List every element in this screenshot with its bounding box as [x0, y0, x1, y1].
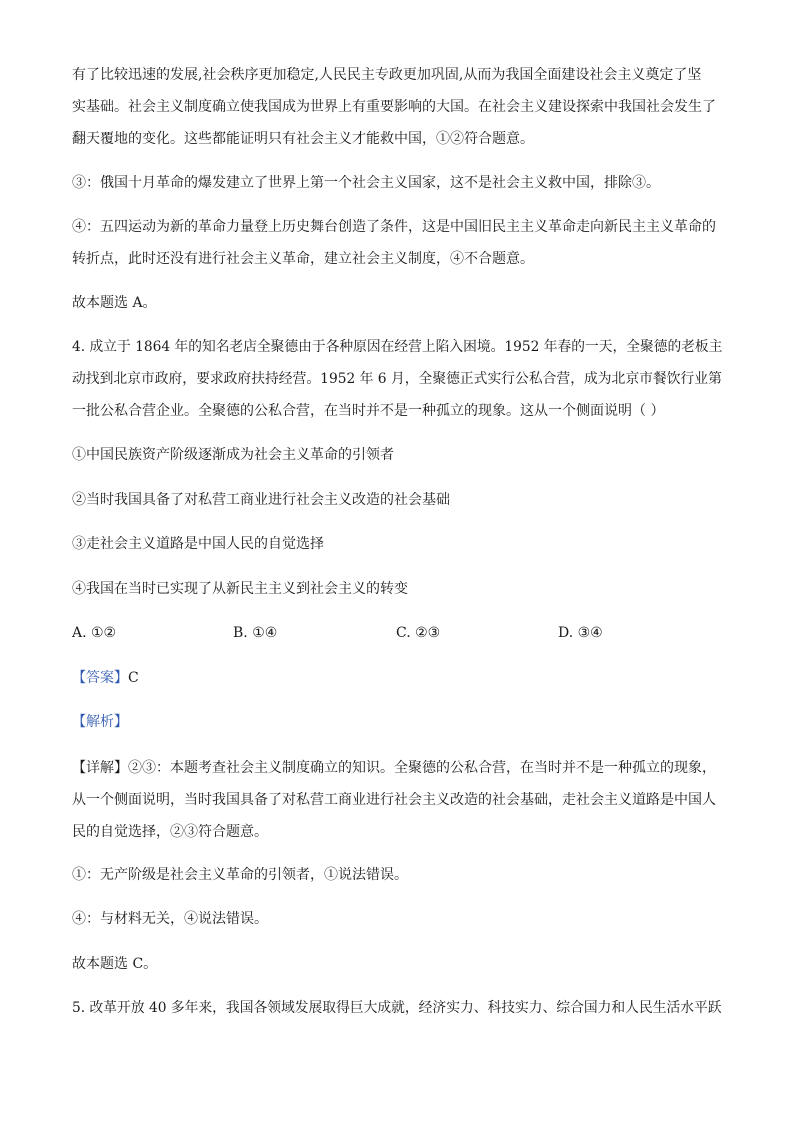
text-line: 民的自觉选择，②③符合题意。 [72, 824, 268, 840]
text-line: ①：无产阶级是社会主义革命的引领者，①说法错误。 [72, 867, 408, 883]
option-a: A. ①② [72, 625, 117, 641]
detail-text: ②③：本题考查社会主义制度确立的知识。全聚德的公私合营，在当时并不是一种孤立的现象， [128, 760, 716, 776]
detail-paragraph [72, 757, 722, 843]
answer-tag: 【答案】 [72, 670, 128, 686]
note-3 [72, 172, 722, 194]
statement-text: ①中国民族资产阶级逐渐成为社会主义革命的引领者 [72, 447, 394, 463]
answer-row [72, 667, 722, 689]
text-line: 4. 成立于 1864 年的知名老店全聚德由于各种原因在经营上陷入困境。1952 年春的一天，全聚德的老板主 [72, 339, 723, 355]
conclusion-1 [72, 292, 722, 314]
statement-3 [72, 533, 722, 555]
text-line: ④：五四运动为新的革命力量登上历史舞台创造了条件，这是中国旧民主主义革命走向新民主主义革命的 [72, 219, 716, 235]
intro-paragraph [72, 64, 722, 150]
text-line: 动找到北京市政府，要求政府扶持经营。1952 年 6 月，全聚德正式实行公私合营，成为北京市餐饮行业第 [72, 371, 722, 387]
text-line: 5. 改革开放 40 多年来，我国各领域发展取得巨大成就，经济实力、科技实力、综合国力和人民生活水平跃 [72, 1000, 722, 1016]
text-line: 一批公私合营企业。全聚德的公私合营，在当时并不是一种孤立的现象。这从一个侧面说明（ ） [72, 403, 665, 419]
text-line: 实基础。社会主义制度确立使我国成为世界上有重要影响的大国。在社会主义建设探索中我国社会发生了 [72, 99, 716, 115]
text-line: ④：与材料无关，④说法错误。 [72, 911, 268, 927]
text-line: 故本题选 A。 [72, 295, 157, 311]
detail-tag: 【详解】 [72, 760, 128, 776]
note-4b [72, 908, 722, 930]
note-4 [72, 216, 722, 270]
note-1b [72, 864, 722, 886]
option-c: C. ②③ [396, 625, 441, 641]
question-4-stem [72, 336, 722, 422]
detail-first-line [72, 757, 722, 779]
text-line: 翻天覆地的变化。这些都能证明只有社会主义才能救中国，①②符合题意。 [72, 131, 534, 147]
analysis-line [72, 711, 722, 733]
statement-2 [72, 489, 722, 511]
question-5-stem [72, 997, 722, 1019]
text-line: 有了比较迅速的发展,社会秩序更加稳定,人民民主专政更加巩固,从而为我国全面建设社会主义奠定了坚 [72, 67, 702, 83]
statement-text: ④我国在当时已实现了从新民主主义到社会主义的转变 [72, 581, 408, 597]
statement-1 [72, 444, 722, 466]
statement-4 [72, 578, 722, 600]
statement-text: ②当时我国具备了对私营工商业进行社会主义改造的社会基础 [72, 492, 450, 508]
option-b: B. ①④ [233, 625, 278, 641]
text-line: 转折点，此时还没有进行社会主义革命，建立社会主义制度，④不合题意。 [72, 251, 534, 267]
answer-value: C [128, 670, 139, 686]
text-line: ③：俄国十月革命的爆发建立了世界上第一个社会主义国家，这不是社会主义救中国，排除③。 [72, 175, 660, 191]
analysis-tag: 【解析】 [72, 714, 128, 730]
option-d: D. ③④ [558, 625, 603, 641]
text-line: 从一个侧面说明，当时我国具备了对私营工商业进行社会主义改造的社会基础，走社会主义道路是中国人 [72, 792, 716, 808]
answer-line [72, 667, 722, 689]
conclusion-2 [72, 953, 722, 975]
text-line: 故本题选 C。 [72, 956, 158, 972]
statement-text: ③走社会主义道路是中国人民的自觉选择 [72, 536, 324, 552]
